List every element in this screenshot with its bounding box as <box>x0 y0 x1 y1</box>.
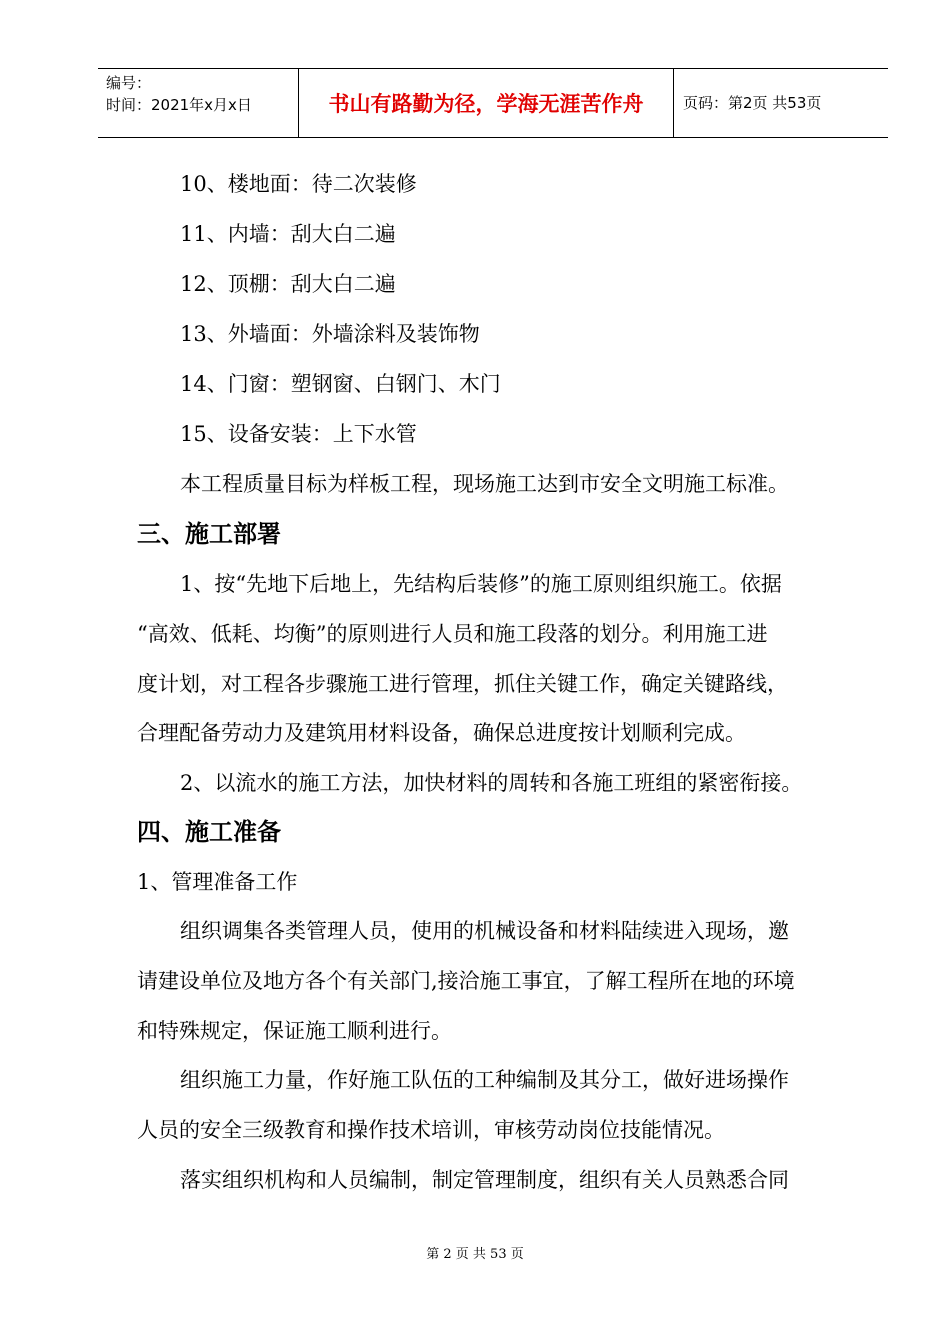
paragraph-line: 1、按“先地下后地上，先结构后装修”的施工原则组织施工。依据 <box>180 572 782 596</box>
header-motto-cell <box>298 69 674 137</box>
list-item: 12、顶棚：刮大白二遍 <box>180 272 396 296</box>
header-meta-cell <box>98 69 298 137</box>
page-info: 页码：第2页 共53页 <box>683 94 822 112</box>
page-footer: 第 2 页 共 53 页 <box>426 1247 524 1262</box>
paragraph-line: 人员的安全三级教育和操作技术培训，审核劳动岗位技能情况。 <box>137 1118 725 1142</box>
paragraph-line: 度计划，对工程各步骤施工进行管理，抓住关键工作，确定关键路线， <box>137 672 788 696</box>
list-item: 13、外墙面：外墙涂料及装饰物 <box>180 322 480 346</box>
paragraph-line: “高效、低耗、均衡”的原则进行人员和施工段落的划分。利用施工进 <box>137 622 768 646</box>
number-label: 编号： <box>106 74 152 92</box>
section-heading-4: 四、施工准备 <box>137 818 281 846</box>
paragraph-line: 请建设单位及地方各个有关部门,接洽施工事宜，了解工程所在地的环境 <box>137 969 795 993</box>
list-item: 10、楼地面：待二次装修 <box>180 172 417 196</box>
paragraph-line: 2、以流水的施工方法，加快材料的周转和各施工班组的紧密衔接。 <box>180 771 803 795</box>
list-item: 11、内墙：刮大白二遍 <box>180 222 396 246</box>
header-page-cell <box>673 69 888 137</box>
paragraph-line: 组织调集各类管理人员，使用的机械设备和材料陆续进入现场，邀 <box>180 919 789 943</box>
paragraph-line: 合理配备劳动力及建筑用材料设备，确保总进度按计划顺利完成。 <box>137 721 746 745</box>
document-header <box>98 68 888 138</box>
section-heading-3: 三、施工部署 <box>137 520 281 548</box>
paragraph-line: 组织施工力量，作好施工队伍的工种编制及其分工，做好进场操作 <box>180 1068 789 1092</box>
paragraph-line: 落实组织机构和人员编制，制定管理制度，组织有关人员熟悉合同 <box>180 1168 789 1192</box>
list-item: 14、门窗：塑钢窗、白钢门、木门 <box>180 372 501 396</box>
motto-text: 书山有路勤为径，学海无涯苦作舟 <box>328 92 644 116</box>
quality-goal-paragraph: 本工程质量目标为样板工程，现场施工达到市安全文明施工标准。 <box>180 472 789 496</box>
subsection-heading: 1、管理准备工作 <box>137 870 298 894</box>
paragraph-line: 和特殊规定，保证施工顺利进行。 <box>137 1019 452 1043</box>
time-label: 时间：2021年x月x日 <box>106 96 252 114</box>
list-item: 15、设备安装：上下水管 <box>180 422 417 446</box>
